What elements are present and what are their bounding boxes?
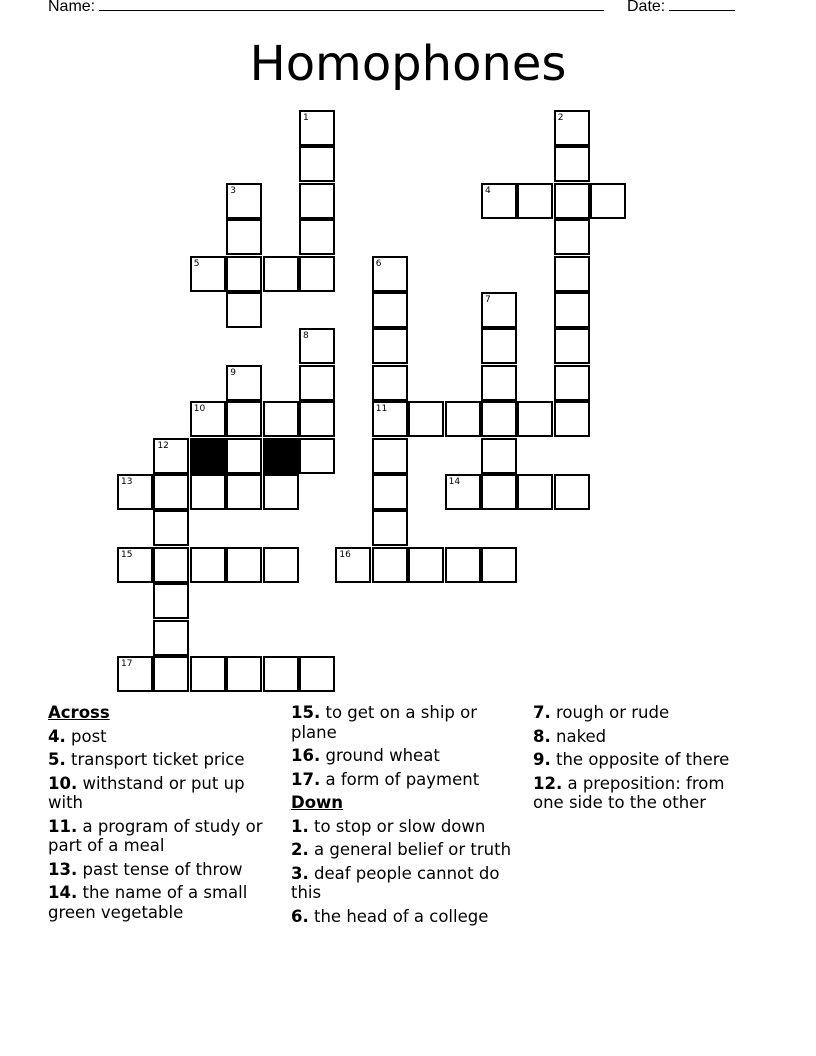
clue-number: 10: [193, 404, 206, 415]
clue-item-number: 15.: [291, 703, 321, 722]
clue-number: 5: [193, 258, 200, 269]
grid-cell[interactable]: [153, 620, 189, 656]
clue-item-text: to get on a ship or plane: [291, 703, 478, 742]
clue-item-text: ground wheat: [320, 746, 440, 765]
grid-cell[interactable]: [554, 365, 590, 401]
clue-number: 14: [448, 477, 461, 487]
clue-item-number: 14.: [48, 883, 78, 902]
grid-cell[interactable]: [153, 510, 189, 546]
clue-item: [533, 750, 758, 770]
grid-cell[interactable]: [372, 510, 408, 546]
clue-item-text: transport ticket price: [65, 750, 245, 769]
clue-item: [291, 770, 516, 790]
clue-item-text: naked: [550, 726, 607, 746]
grid-cell[interactable]: [372, 328, 408, 364]
clue-item: [533, 727, 758, 747]
clue-item-text: withstand or put up with: [48, 773, 245, 812]
grid-cell[interactable]: [481, 183, 517, 219]
clue-number: 16: [339, 549, 351, 560]
clues-column-3: [533, 703, 758, 817]
clue-number: 8: [303, 331, 309, 342]
grid-cell[interactable]: [226, 438, 262, 474]
grid-cell[interactable]: [226, 547, 262, 583]
grid-cell[interactable]: [372, 474, 408, 510]
grid-cell[interactable]: [117, 547, 153, 583]
clue-item: [291, 703, 516, 742]
grid-cell[interactable]: [226, 656, 262, 692]
date-label: Date:: [627, 0, 666, 15]
grid-cell[interactable]: [226, 474, 262, 510]
grid-cell[interactable]: [299, 365, 335, 401]
grid-cell[interactable]: [299, 110, 335, 146]
clue-item: [48, 860, 273, 880]
grid-cell[interactable]: [299, 183, 335, 219]
grid-cell[interactable]: [481, 328, 517, 364]
grid-cell[interactable]: [263, 256, 299, 292]
grid-cell[interactable]: [481, 438, 517, 474]
clue-item: [291, 907, 516, 927]
clue-item-text: the name of a small green vegetable: [48, 883, 248, 922]
grid-cell[interactable]: [372, 292, 408, 328]
grid-cell[interactable]: [554, 219, 590, 255]
clue-item: [48, 817, 273, 856]
clue-number: 9: [230, 367, 236, 378]
grid-cell[interactable]: [590, 183, 626, 219]
grid-cell[interactable]: [517, 474, 553, 510]
grid-cell[interactable]: [554, 292, 590, 328]
clue-number: 12: [157, 440, 169, 451]
grid-cell[interactable]: [226, 256, 262, 292]
grid-cell[interactable]: [481, 474, 517, 510]
clue-number: 11: [375, 404, 388, 415]
clue-item-number: 13.: [48, 859, 78, 879]
clue-item: [48, 750, 273, 770]
grid-cell[interactable]: [299, 438, 335, 474]
across-heading: Across: [48, 703, 110, 722]
clue-item-text: post: [65, 726, 107, 746]
grid-cell[interactable]: [226, 292, 262, 328]
grid-cell[interactable]: [554, 256, 590, 292]
grid-cell[interactable]: [153, 656, 189, 692]
grid-cell[interactable]: [372, 365, 408, 401]
page-title: Homophones: [249, 36, 567, 92]
clue-item-text: deaf people cannot do this: [291, 863, 500, 902]
down-heading: Down: [291, 793, 344, 812]
grid-cell[interactable]: [554, 110, 590, 146]
clue-item: [48, 883, 273, 922]
clue-number: 1: [303, 113, 309, 123]
grid-cell[interactable]: [408, 547, 444, 583]
clue-item: [48, 774, 273, 813]
grid-cell[interactable]: [226, 365, 262, 401]
clue-item-number: 8.: [533, 726, 551, 746]
clues-column-2: [291, 703, 516, 930]
clue-item-text: a preposition: from one side to the other: [533, 773, 725, 812]
grid-cell[interactable]: [372, 438, 408, 474]
grid-cell[interactable]: [481, 401, 517, 437]
grid-cell[interactable]: [190, 656, 226, 692]
clue-item-number: 1.: [291, 816, 309, 836]
grid-cell[interactable]: [190, 401, 226, 437]
clue-item-text: past tense of throw: [77, 859, 243, 879]
clue-item-number: 17.: [291, 769, 321, 789]
clue-item: [291, 840, 516, 860]
clue-item-number: 10.: [48, 773, 78, 793]
grid-cell[interactable]: [481, 292, 517, 328]
grid-cell[interactable]: [263, 474, 299, 510]
grid-cell[interactable]: [299, 219, 335, 255]
clue-item-text: the opposite of there: [550, 750, 730, 769]
grid-cell[interactable]: [226, 401, 262, 437]
grid-cell[interactable]: [554, 474, 590, 510]
grid-cell[interactable]: [263, 401, 299, 437]
grid-cell[interactable]: [153, 583, 189, 619]
grid-cell[interactable]: [190, 256, 226, 292]
grid-cell[interactable]: [299, 328, 335, 364]
grid-cell[interactable]: [554, 328, 590, 364]
grid-cell[interactable]: [372, 401, 408, 437]
grid-cell[interactable]: [481, 547, 517, 583]
clue-item-text: a form of payment: [320, 769, 480, 789]
clue-item-number: 2.: [291, 840, 309, 859]
clue-item-text: the head of a college: [308, 906, 489, 926]
grid-cell[interactable]: [226, 219, 262, 255]
clue-item-number: 3.: [291, 863, 309, 883]
grid-cell[interactable]: [408, 401, 444, 437]
grid-cell[interactable]: [263, 656, 299, 692]
grid-cell[interactable]: [445, 474, 481, 510]
grid-cell[interactable]: [263, 547, 299, 583]
clue-number: 15: [121, 549, 133, 560]
clue-item: [291, 817, 516, 837]
clue-item-number: 9.: [533, 750, 551, 769]
clue-item-number: 12.: [533, 773, 563, 793]
clue-number: 2: [557, 113, 564, 123]
clue-item: [533, 774, 758, 813]
clue-number: 7: [485, 295, 491, 305]
grid-cell[interactable]: [299, 401, 335, 437]
grid-cell[interactable]: [335, 547, 371, 583]
clue-item-text: a program of study or part of a meal: [48, 816, 263, 855]
clue-item-number: 7.: [533, 703, 551, 722]
grid-cell[interactable]: [117, 474, 153, 510]
grid-cell[interactable]: [554, 183, 590, 219]
clue-number: 3: [230, 185, 236, 196]
grid-cell[interactable]: [117, 656, 153, 692]
grid-cell[interactable]: [190, 547, 226, 583]
grid-cell[interactable]: [190, 474, 226, 510]
clue-item-text: rough or rude: [550, 703, 670, 722]
clues-column-1: [48, 703, 273, 926]
clue-item-number: 4.: [48, 726, 66, 746]
grid-cell[interactable]: [445, 547, 481, 583]
grid-cell[interactable]: [517, 401, 553, 437]
grid-cell[interactable]: [372, 547, 408, 583]
clue-number: 6: [375, 258, 382, 269]
clue-item: [48, 727, 273, 747]
grid-cell[interactable]: [554, 401, 590, 437]
clue-item-number: 16.: [291, 746, 321, 765]
clue-item: [533, 703, 758, 723]
grid-block: [190, 438, 226, 474]
grid-block: [263, 438, 299, 474]
clue-item-text: to stop or slow down: [308, 816, 486, 836]
grid-cell[interactable]: [153, 438, 189, 474]
grid-cell[interactable]: [517, 183, 553, 219]
grid-cell[interactable]: [299, 656, 335, 692]
grid-cell[interactable]: [153, 474, 189, 510]
grid-cell[interactable]: [372, 256, 408, 292]
grid-cell[interactable]: [481, 365, 517, 401]
clue-item-number: 11.: [48, 816, 78, 836]
clue-number: 4: [485, 185, 491, 196]
name-label: Name:: [48, 0, 96, 15]
clue-number: 17: [121, 659, 133, 669]
clue-item-number: 6.: [291, 906, 309, 926]
clue-item: [291, 864, 516, 903]
grid-cell[interactable]: [226, 183, 262, 219]
clue-number: 13: [121, 477, 133, 487]
clue-item-number: 5.: [48, 750, 66, 769]
clue-item: [291, 746, 516, 766]
clue-item-text: a general belief or truth: [308, 840, 512, 859]
grid-cell[interactable]: [445, 401, 481, 437]
grid-cell[interactable]: [299, 256, 335, 292]
grid-cell[interactable]: [554, 146, 590, 182]
grid-cell[interactable]: [153, 547, 189, 583]
grid-cell[interactable]: [299, 146, 335, 182]
